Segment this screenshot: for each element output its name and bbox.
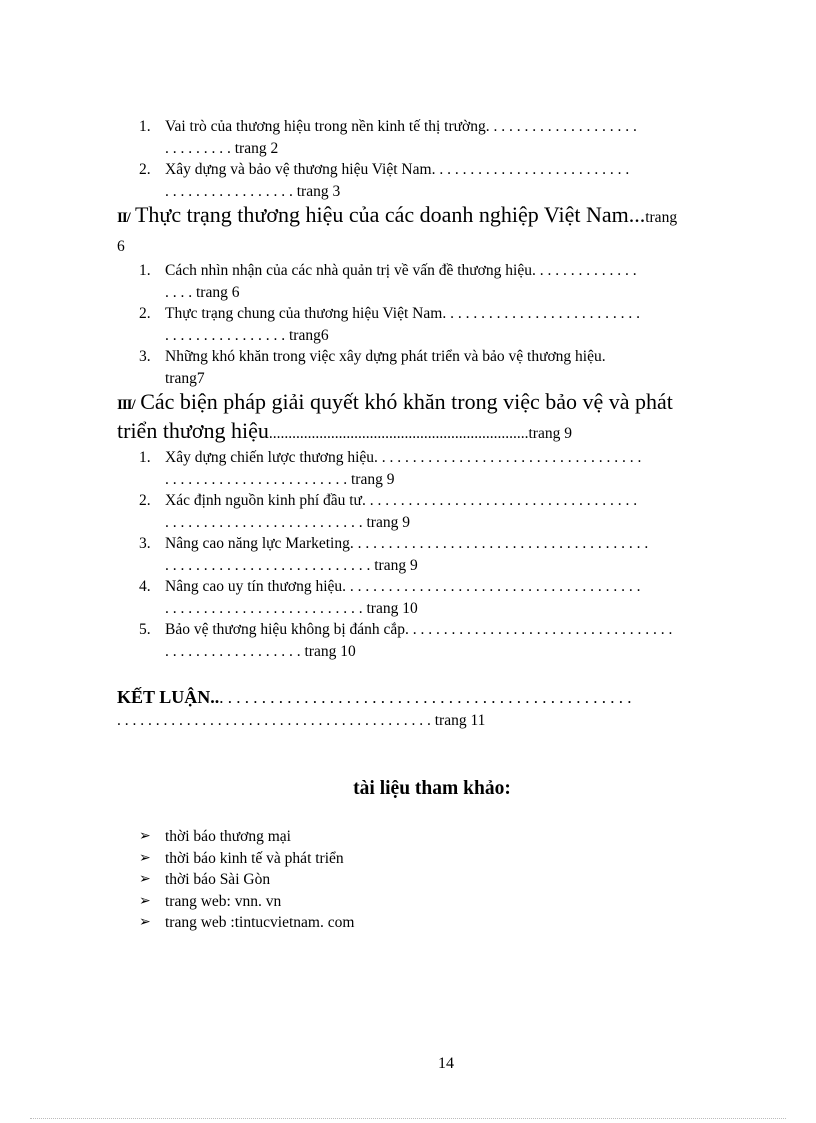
item-number: 5. bbox=[139, 621, 151, 638]
item-number: 1. bbox=[139, 118, 151, 135]
item-text: Nâng cao uy tín thương hiệu bbox=[165, 578, 343, 595]
toc-item bbox=[117, 260, 757, 303]
item-number: 1. bbox=[139, 449, 151, 466]
conclusion-label: KẾT LUẬN.. bbox=[117, 687, 220, 707]
section-heading-2 bbox=[117, 202, 757, 260]
dot-leader: . . . . . . . . . . . . . . . . . . . . . . . . . . . . . . . . . . . . . . . bbox=[342, 578, 641, 595]
page-ref: trang bbox=[645, 209, 678, 226]
references-title: tài liệu tham khảo: bbox=[353, 778, 511, 799]
dot-leader: . . . . . . . . . . . . . . . . . bbox=[165, 182, 293, 200]
item-text: Vai trò của thương hiệu trong nền kinh tế thị trường bbox=[165, 118, 486, 135]
item-text: Xác định nguồn kinh phí đầu tư bbox=[165, 492, 362, 509]
item-number: 2. bbox=[139, 161, 151, 178]
page-ref: trang 2 bbox=[234, 139, 279, 157]
dot-leader: . . . . . . . . . . . . . . . . . . . . . . . . . . . . . . . . . . . . . . . . . bbox=[117, 712, 431, 729]
reference-item bbox=[117, 912, 757, 934]
item-text: Bảo vệ thương hiệu không bị đánh cắp bbox=[165, 621, 406, 638]
item-number: 2. bbox=[139, 492, 151, 509]
page-ref: trang 6 bbox=[196, 283, 240, 301]
dot-leader: . . . . . . . . . . . . . . . . . . . . . . . . . . . . . . . . . . . . . . . . . . . . . . . . . bbox=[219, 688, 632, 707]
section-title-cont: triển thương hiệu bbox=[117, 418, 269, 443]
page-ref: trang 11 bbox=[434, 712, 486, 729]
item-text: Những khó khăn trong việc xây dựng phát triển và bảo vệ thương hiệu. bbox=[165, 348, 606, 365]
dot-leader: . . . . . . . . . . . . . . . . . . . . . . . . . . . . . . . . . . . bbox=[405, 621, 673, 638]
section-heading-3 bbox=[117, 389, 757, 447]
reference-text: trang web: vnn. vn bbox=[165, 892, 282, 910]
toc-item bbox=[117, 490, 757, 533]
dot-leader: . . . . . . . . . . . . . . . . . . . . . . . . . . bbox=[431, 161, 630, 178]
table-of-contents bbox=[117, 116, 757, 934]
page-ref: trang 9 bbox=[528, 425, 572, 442]
item-text: Cách nhìn nhận của các nhà quản trị về vấn đề thương hiệu bbox=[165, 262, 532, 279]
item-number: 3. bbox=[139, 535, 151, 552]
page-ref: trang 9 bbox=[366, 513, 410, 531]
dot-leader: . . . . . . . . . . . . . . . . . . bbox=[165, 642, 301, 660]
page-ref-number: 6 bbox=[117, 238, 125, 255]
reference-item bbox=[117, 891, 757, 913]
toc-item bbox=[117, 576, 757, 619]
page-ref: trang 10 bbox=[366, 599, 418, 617]
dot-leader: . . . . . . . . . . . . . . . . bbox=[165, 326, 286, 344]
dot-leader: . . . . . . . . . . . . . . . . . . . . . . . . . . bbox=[165, 513, 363, 531]
arrow-bullet-icon: ➢ bbox=[139, 893, 151, 909]
toc-item bbox=[117, 159, 757, 202]
item-number: 2. bbox=[139, 305, 151, 322]
conclusion-entry bbox=[117, 686, 757, 732]
reference-text: trang web :tintucvietnam. com bbox=[165, 914, 355, 931]
dot-leader: . . . . bbox=[165, 283, 193, 301]
reference-text: thời báo kinh tế và phát triển bbox=[165, 849, 344, 867]
page-ref: trang 3 bbox=[296, 182, 341, 200]
item-text: Xây dựng và bảo vệ thương hiệu Việt Nam bbox=[165, 161, 432, 178]
dot-leader: ................................................................... bbox=[268, 425, 529, 442]
page-ref: trang 9 bbox=[351, 470, 395, 488]
arrow-bullet-icon: ➢ bbox=[139, 915, 151, 930]
dot-leader: . . . . . . . . . . . . . . bbox=[531, 262, 637, 279]
section-roman: II/ bbox=[117, 210, 130, 226]
arrow-bullet-icon: ➢ bbox=[139, 850, 151, 866]
page-ref: trang6 bbox=[289, 326, 329, 344]
dot-leader: . . . . . . . . . . . . . . . . . . . . . . . . . . . . . . . . . . . . bbox=[361, 492, 638, 509]
item-number: 4. bbox=[139, 578, 151, 595]
reference-text: thời báo Sài Gòn bbox=[165, 871, 271, 888]
arrow-bullet-icon: ➢ bbox=[139, 872, 151, 887]
reference-item bbox=[117, 826, 757, 848]
dot-leader: . . . . . . . . . . . . . . . . . . . . . . . . . . . . . . . . . . . . . . . bbox=[349, 535, 649, 552]
dot-leader: . . . . . . . . . . . . . . . . . . . . bbox=[485, 118, 637, 135]
item-text: Xây dựng chiến lược thương hiệu bbox=[165, 449, 375, 466]
toc-item bbox=[117, 619, 757, 662]
item-number: 1. bbox=[139, 262, 151, 279]
dot-leader: . . . . . . . . . . . . . . . . . . . . . . . . . . bbox=[165, 599, 363, 617]
dot-leader: . . . . . . . . . . . . . . . . . . . . . . . . . . . . . . . . . . . bbox=[374, 449, 642, 466]
toc-item bbox=[117, 303, 757, 346]
page-ref: trang 10 bbox=[304, 642, 356, 660]
toc-item bbox=[117, 346, 757, 389]
section-title: Thực trạng thương hiệu của các doanh nghiệp Việt Nam... bbox=[134, 202, 646, 227]
dot-leader: . . . . . . . . . . . . . . . . . . . . . . . . bbox=[165, 470, 348, 488]
page-ref: trang 9 bbox=[374, 556, 418, 574]
section-title: Các biện pháp giải quyết khó khăn trong việc bảo vệ và phát bbox=[140, 389, 673, 414]
page-ref: trang7 bbox=[165, 369, 205, 387]
reference-text: thời báo thương mại bbox=[165, 828, 291, 845]
item-text: Nâng cao năng lực Marketing bbox=[165, 535, 350, 552]
page-bottom-divider bbox=[30, 1118, 786, 1119]
toc-item bbox=[117, 533, 757, 576]
item-number: 3. bbox=[139, 348, 151, 365]
reference-item bbox=[117, 869, 757, 891]
item-text: Thực trạng chung của thương hiệu Việt Nam bbox=[165, 305, 443, 322]
dot-leader: . . . . . . . . . . . . . . . . . . . . . . . . . . . bbox=[165, 556, 371, 574]
dot-leader: . . . . . . . . . . . . . . . . . . . . . . . . . . bbox=[442, 305, 640, 322]
reference-item bbox=[117, 848, 757, 870]
section-roman: III/ bbox=[117, 397, 135, 413]
arrow-bullet-icon: ➢ bbox=[139, 829, 151, 844]
toc-item bbox=[117, 447, 757, 490]
toc-item bbox=[117, 116, 757, 159]
dot-leader: . . . . . . . . . bbox=[165, 139, 231, 157]
page-number: 14 bbox=[438, 1055, 454, 1072]
